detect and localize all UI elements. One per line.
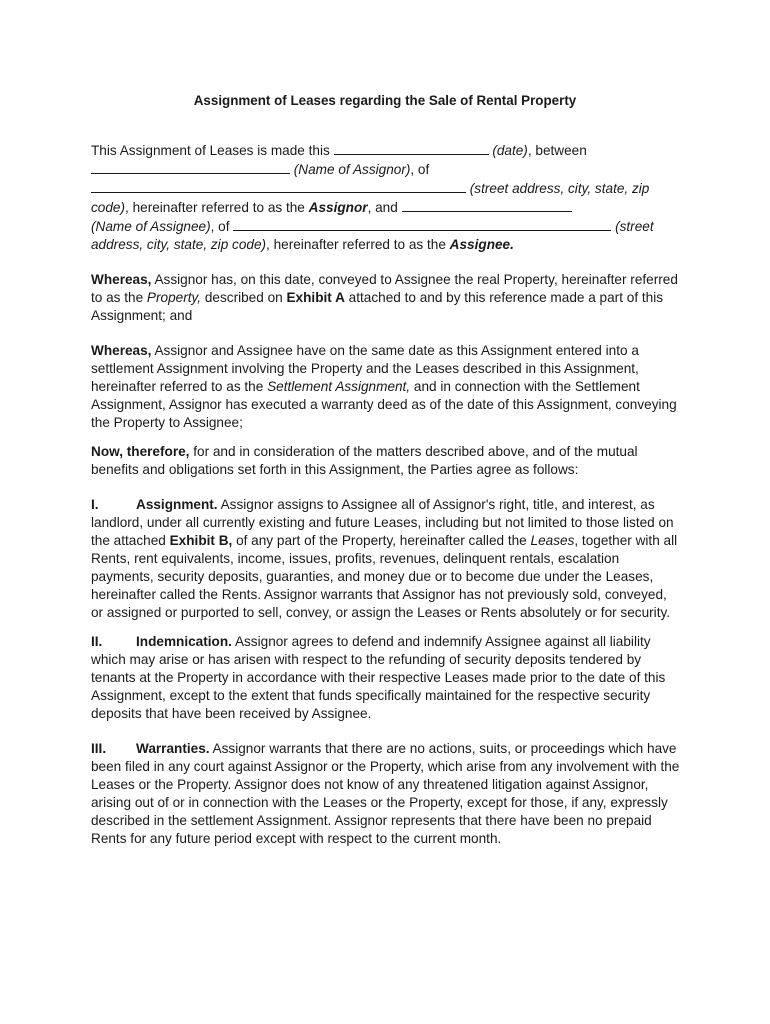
paragraph-text: for and in consideration of the matters described above, and of the mutual benefits and obligations set forth in this Assignment, the Parties agree as follows:: [91, 444, 638, 477]
paragraph-text: Assignor agrees to defend and indemnify Assignee against all liability which may arise or has arisen with respect to the refunding of security deposits tendered by tenants at the Property in accordance with their respective Leases made prior to the date of this Assignment, except to the extent that funds specifically maintained for the respective security deposits that have been received by Assignee.: [91, 634, 666, 721]
intro-text: , and: [367, 200, 402, 215]
paragraph-text: Assignor warrants that there are no actions, suits, or proceedings which have been filed in any court against Assignor or the Property, which arise from any involvement with the Leases or the Property. Assignor does not know of any threatened litigation against Assignor, arising out of or in connection with the Leases or the Property, except for those, if any, expressly described in the settlement Assignment. Assignor represents that there have been no prepaid Rents for any future period except with respect to the current month.: [91, 741, 680, 846]
whereas-lead: Whereas,: [91, 343, 152, 358]
assignee-address-blank: [233, 217, 611, 231]
intro-text: This Assignment of Leases is made this: [91, 143, 334, 158]
assignor-name-blank: [91, 160, 290, 174]
section-assignment: [91, 496, 681, 622]
paragraph-text: Assignor and Assignee have on the same date as this Assignment entered into a settlement Assignment involving the Property and the Leases described in this Assignment, hereinafter referred to as the: [91, 343, 639, 394]
whereas-lead: Whereas,: [91, 272, 152, 287]
exhibit-b-ref: Exhibit B,: [169, 533, 233, 548]
intro-paragraph: [91, 141, 681, 254]
intro-text: , between: [527, 143, 587, 158]
section-indemnication: [91, 633, 681, 723]
paragraph-text: of any part of the Property, hereinafter called the: [232, 533, 531, 548]
section-number: II.: [91, 634, 103, 649]
whereas-paragraph-1: [91, 271, 681, 325]
paragraph-text: Assignor assigns to Assignee all of Assignor's right, title, and interest, as landlord, under all currently existing and future Leases, including but not limited to those listed on the attached: [91, 497, 674, 548]
paragraph-text: described on: [201, 290, 287, 305]
section-heading: Warranties.: [136, 741, 210, 756]
paragraph-text: attached to and by this reference made a part of this Assignment; and: [91, 290, 664, 323]
paragraph-text: and in connection with the Settlement Assignment, Assignor has executed a warranty deed as of the date of this Assignment, conveying the Property to Assignee;: [91, 379, 677, 430]
assignor-name-label: (Name of Assignor): [293, 162, 411, 177]
date-label: (date): [492, 143, 528, 158]
section-number: I.: [91, 497, 99, 512]
document-body: [91, 141, 681, 848]
assignee-name-label: (Name of Assignee): [91, 219, 211, 234]
leases-term: Leases: [530, 533, 575, 548]
assignee-address-label: (street address, city, state, zip code): [91, 219, 654, 252]
paragraph-text: Assignor has, on this date, conveyed to Assignee the real Property, hereinafter referred to as the: [91, 272, 678, 305]
assignor-address-blank: [91, 179, 466, 193]
property-term: Property,: [146, 290, 202, 305]
intro-text: , of: [410, 162, 430, 177]
section-heading: Indemnication.: [136, 634, 232, 649]
section-warranties: [91, 740, 681, 848]
document-title: Assignment of Leases regarding the Sale of Rental Property: [193, 93, 577, 108]
assignor-address-label: (street address, city, state, zip code): [91, 181, 650, 215]
intro-text: , hereinafter referred to as the: [266, 237, 450, 252]
intro-text: , hereinafter referred to as the: [125, 200, 309, 215]
settlement-term: Settlement Assignment,: [267, 379, 411, 394]
paragraph-text: , together with all Rents, rent equivalents, income, issues, profits, revenues, delinquent rentals, escalation payments, security deposits, guaranties, and money due or to become due under the Leases, hereinafter called the Rents. Assignor warrants that Assignor has not previously sold, conveyed, or assigned or purported to sell, convey, or assign the Leases or Rents absolutely or for security.: [91, 533, 678, 620]
assignor-term: Assignor: [308, 200, 368, 215]
assignee-term: Assignee.: [449, 237, 514, 252]
intro-text: , of: [210, 219, 234, 234]
now-therefore-paragraph: [91, 443, 681, 479]
section-heading: Assignment.: [136, 497, 218, 512]
section-number: III.: [91, 741, 107, 756]
whereas-paragraph-2: [91, 342, 681, 432]
date-blank: [334, 141, 489, 155]
exhibit-a-ref: Exhibit A: [286, 290, 345, 305]
now-therefore-lead: Now, therefore,: [91, 444, 190, 459]
assignee-name-blank: [402, 198, 572, 212]
